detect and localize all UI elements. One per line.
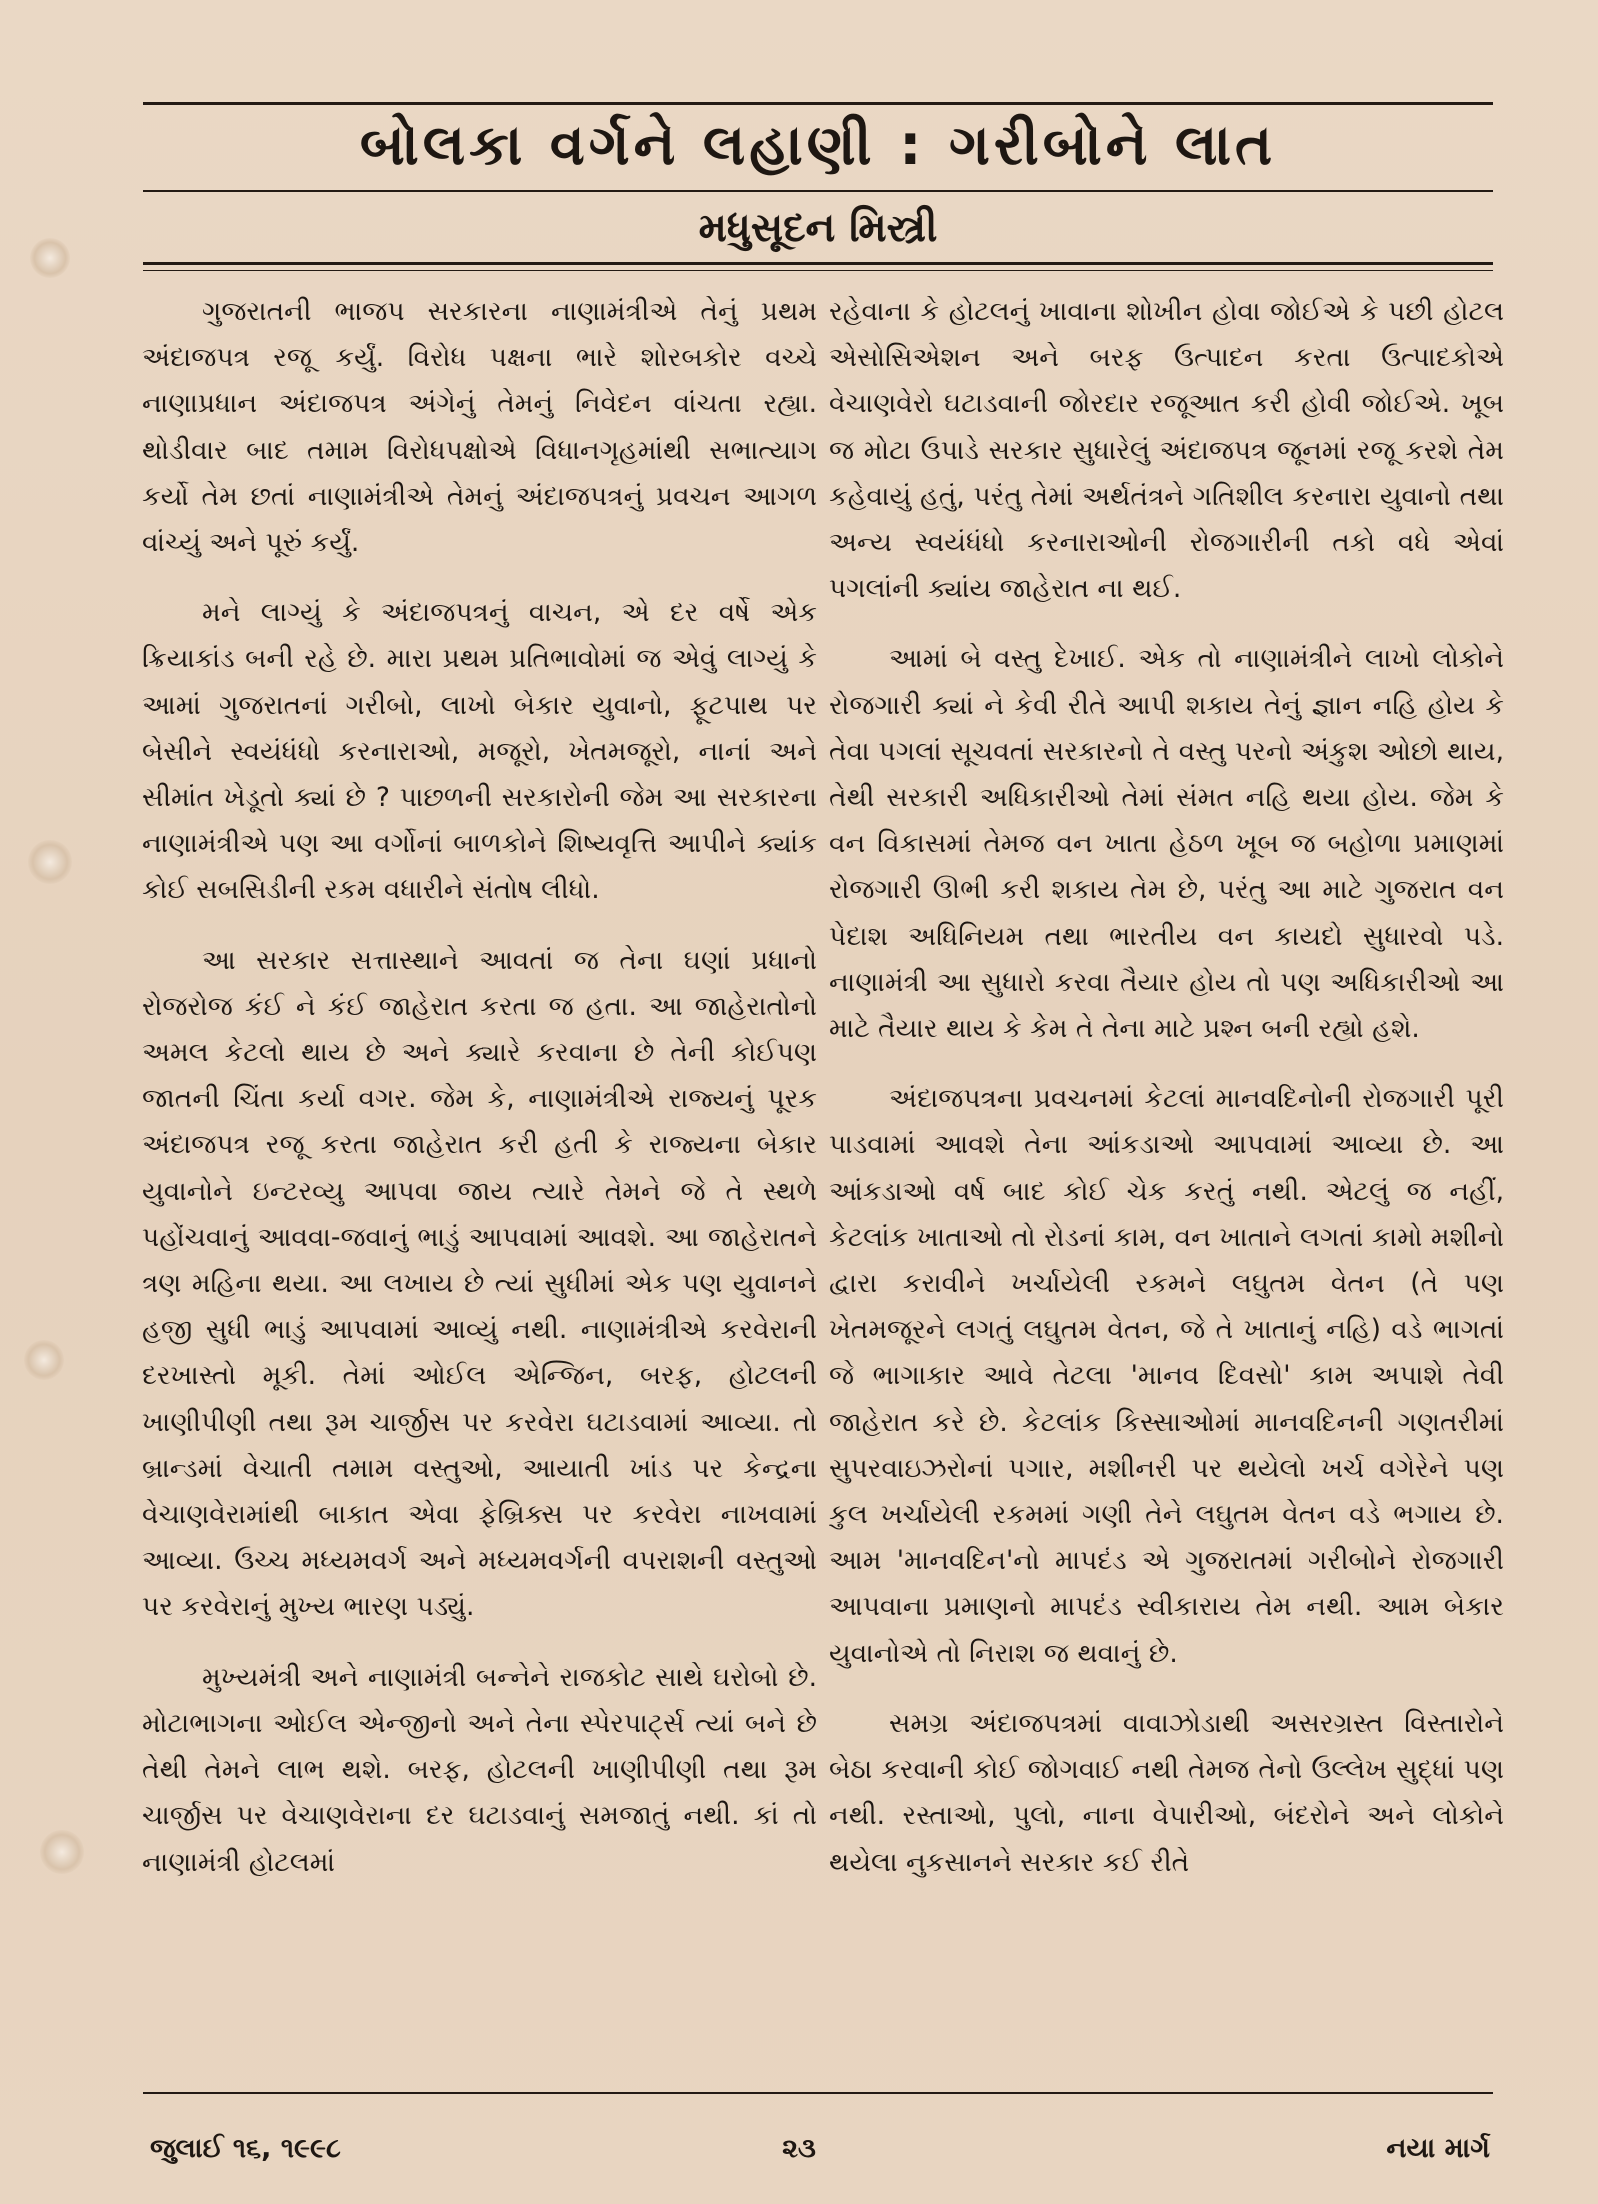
binding-hole-mark <box>30 238 70 278</box>
article-author: મધુસૂદન મિસ્ત્રી <box>698 205 938 251</box>
page-number: ૨૩ <box>782 2133 816 2164</box>
binding-hole-mark <box>40 1830 84 1874</box>
paragraph-continued: રહેવાના કે હોટલનું ખાવાના શોખીન હોવા જોઈએ કે પછી હોટલ એસોસિએશન અને બરફ ઉત્પાદન કરતા ઉત્પાદકોએ વેચાણવેરો ઘટાડવાની જોરદાર રજૂઆત કરી હોવી જોઈએ. ખૂબ જ મોટા ઉપાડે સરકાર સુધારેલું અંદાજપત્ર જૂનમાં રજૂ કરશે તેમ કહેવાયું હતું, પરંતુ તેમાં અર્થતંત્રને ગતિશીલ કરનારા યુવાનો તથા અન્ય સ્વયંધંધો કરનારાઓની રોજગારીની તકો વધે એવાં પગલાંની ક્યાંય જાહેરાત ના થઈ. <box>829 296 1504 605</box>
author-rule-thin <box>143 270 1493 271</box>
publication-name: નયા માર્ગ <box>1386 2133 1490 2164</box>
paragraph: મને લાગ્યું કે અંદાજપત્રનું વાચન, એ દર વર્ષે એક ક્રિયાકાંડ બની રહે છે. મારા પ્રથમ પ્રતિભાવોમાં જ એવું લાગ્યું કે આમાં ગુજરાતનાં ગરીબો, લાખો બેકાર યુવાનો, ફૂટપાથ પર બેસીને સ્વયંધંધો કરનારાઓ, મજૂરો, ખેતમજૂરો, નાનાં અને સીમાંત ખેડૂતો ક્યાં છે ? પાછળની સરકારોની જેમ આ સરકારના નાણામંત્રીએ પણ આ વર્ગોનાં બાળકોને શિષ્યવૃત્તિ આપીને ક્યાંક કોઈ સબસિડીની રકમ વધારીને સંતોષ લીધો. <box>142 597 817 906</box>
left-column <box>142 284 817 2054</box>
paragraph: ગુજરાતની ભાજપ સરકારના નાણામંત્રીએ તેનું પ્રથમ અંદાજપત્ર રજૂ કર્યું. વિરોધ પક્ષના ભારે શોરબકોર વચ્ચે નાણાપ્રધાન અંદાજપત્ર અંગેનું તેમનું નિવેદન વાંચતા રહ્યા. થોડીવાર બાદ તમામ વિરોધપક્ષોએ વિધાનગૃહમાંથી સભાત્યાગ કર્યો તેમ છતાં નાણામંત્રીએ તેમનું અંદાજપત્રનું પ્રવચન આગળ વાંચ્યું અને પૂરું કર્યું. <box>142 296 817 559</box>
footer-date: જુલાઈ ૧૬, ૧૯૯૮ <box>150 2133 341 2164</box>
top-rule <box>143 102 1493 105</box>
paragraph: આ સરકાર સત્તાસ્થાને આવતાં જ તેના ઘણાં પ્રધાનો રોજરોજ કંઈ ને કંઈ જાહેરાત કરતા જ હતા. આ જાહેરાતોનો અમલ કેટલો થાય છે અને ક્યારે કરવાના છે તેની કોઈપણ જાતની ચિંતા કર્યા વગર. જેમ કે, નાણામંત્રીએ રાજ્યનું પૂરક અંદાજપત્ર રજૂ કરતા જાહેરાત કરી હતી કે રાજ્યના બેકાર યુવાનોને ઇન્ટરવ્યુ આપવા જાય ત્યારે તેમને જે તે સ્થળે પહોંચવાનું આવવા-જવાનું ભાડું આપવામાં આવશે. આ જાહેરાતને ત્રણ મહિના થયા. આ લખાય છે ત્યાં સુધીમાં એક પણ યુવાનને હજી સુધી ભાડું આપવામાં આવ્યું નથી. નાણામંત્રીએ કરવેરાની દરખાસ્તો મૂકી. તેમાં ઓઈલ એન્જિન, બરફ, હોટલની ખાણીપીણી તથા રૂમ ચાર્જીસ પર કરવેરા ઘટાડવામાં આવ્યા. તો બ્રાન્ડમાં વેચાતી તમામ વસ્તુઓ, આયાતી ખાંડ પર કેન્દ્રના વેચાણવેરામાંથી બાકાત એવા ફેબ્રિક્સ પર કરવેરા નાખવામાં આવ્યા. ઉચ્ચ મધ્યમવર્ગ અને મધ્યમવર્ગની વપરાશની વસ્તુઓ પર કરવેરાનું મુખ્ય ભારણ પડ્યું. <box>142 944 817 1623</box>
paragraph: સમગ્ર અંદાજપત્રમાં વાવાઝોડાથી અસરગ્રસ્ત વિસ્તારોને બેઠા કરવાની કોઈ જોગવાઈ નથી તેમજ તેનો ઉલ્લેખ સુદ્ધાં પણ નથી. રસ્તાઓ, પુલો, નાના વેપારીઓ, બંદરોને અને લોકોને થયેલા નુકસાનને સરકાર કઈ રીતે <box>829 1707 1504 1878</box>
paragraph: આમાં બે વસ્તુ દેખાઈ. એક તો નાણામંત્રીને લાખો લોકોને રોજગારી ક્યાં ને કેવી રીતે આપી શકાય તેનું જ્ઞાન નહિ હોય કે તેવા પગલાં સૂચવતાં સરકારનો તે વસ્તુ પરનો અંકુશ ઓછો થાય, તેથી સરકારી અધિકારીઓ તેમાં સંમત નહિ થયા હોય. જેમ કે વન વિકાસમાં તેમજ વન ખાતા હેઠળ ખૂબ જ બહોળા પ્રમાણમાં રોજગારી ઊભી કરી શકાય તેમ છે, પરંતુ આ માટે ગુજરાત વન પેદાશ અધિનિયમ તથા ભારતીય વન કાયદો સુધારવો પડે. નાણામંત્રી આ સુધારો કરવા તૈયાર હોય તો પણ અધિકારીઓ આ માટે તૈયાર થાય કે કેમ તે તેના માટે પ્રશ્ન બની રહ્યો હશે. <box>829 643 1504 1045</box>
footer-rule <box>143 2092 1493 2094</box>
binding-hole-mark <box>24 1340 64 1380</box>
article-title: બોલકા વર્ગને લહાણી : ગરીબોને લાત <box>359 113 1277 178</box>
binding-hole-mark <box>28 840 72 884</box>
paragraph: અંદાજપત્રના પ્રવચનમાં કેટલાં માનવદિનોની રોજગારી પૂરી પાડવામાં આવશે તેના આંકડાઓ આપવામાં આવ્યા છે. આ આંકડાઓ વર્ષ બાદ કોઈ ચેક કરતું નથી. એટલું જ નહીં, કેટલાંક ખાતાઓ તો રોડનાં કામ, વન ખાતાને લગતાં કામો મશીનો દ્વારા કરાવીને ખર્ચાયેલી રકમને લઘુતમ વેતન (તે પણ ખેતમજૂરને લગતું લઘુતમ વેતન, જે તે ખાતાનું નહિ) વડે ભાગતાં જે ભાગાકાર આવે તેટલા 'માનવ દિવસો' કામ અપાશે તેવી જાહેરાત કરે છે. કેટલાંક કિસ્સાઓમાં માનવદિનની ગણતરીમાં સુપરવાઇઝરોનાં પગાર, મશીનરી પર થયેલો ખર્ચ વગેરેને પણ કુલ ખર્ચાયેલી રકમમાં ગણી તેને લઘુતમ વેતન વડે ભગાય છે. આમ 'માનવદિન'નો માપદંડ એ ગુજરાતમાં ગરીબોને રોજગારી આપવાના પ્રમાણનો માપદંડ સ્વીકારાય તેમ નથી. આમ બેકાર યુવાનોએ તો નિરાશ જ થવાનું છે. <box>829 1083 1504 1669</box>
right-column <box>829 284 1504 2054</box>
paragraph: મુખ્યમંત્રી અને નાણામંત્રી બન્નેને રાજકોટ સાથે ઘરોબો છે. મોટાભાગના ઓઈલ એન્જીનો અને તેના સ્પેરપાર્ટ્સ ત્યાં બને છે તેથી તેમને લાભ થશે. બરફ, હોટલની ખાણીપીણી તથા રૂમ ચાર્જીસ પર વેચાણવેરાના દર ઘટાડવાનું સમજાતું નથી. કાં તો નાણામંત્રી હોટલમાં <box>142 1661 817 1878</box>
title-rule <box>143 190 1493 192</box>
author-rule-thick <box>143 262 1493 265</box>
